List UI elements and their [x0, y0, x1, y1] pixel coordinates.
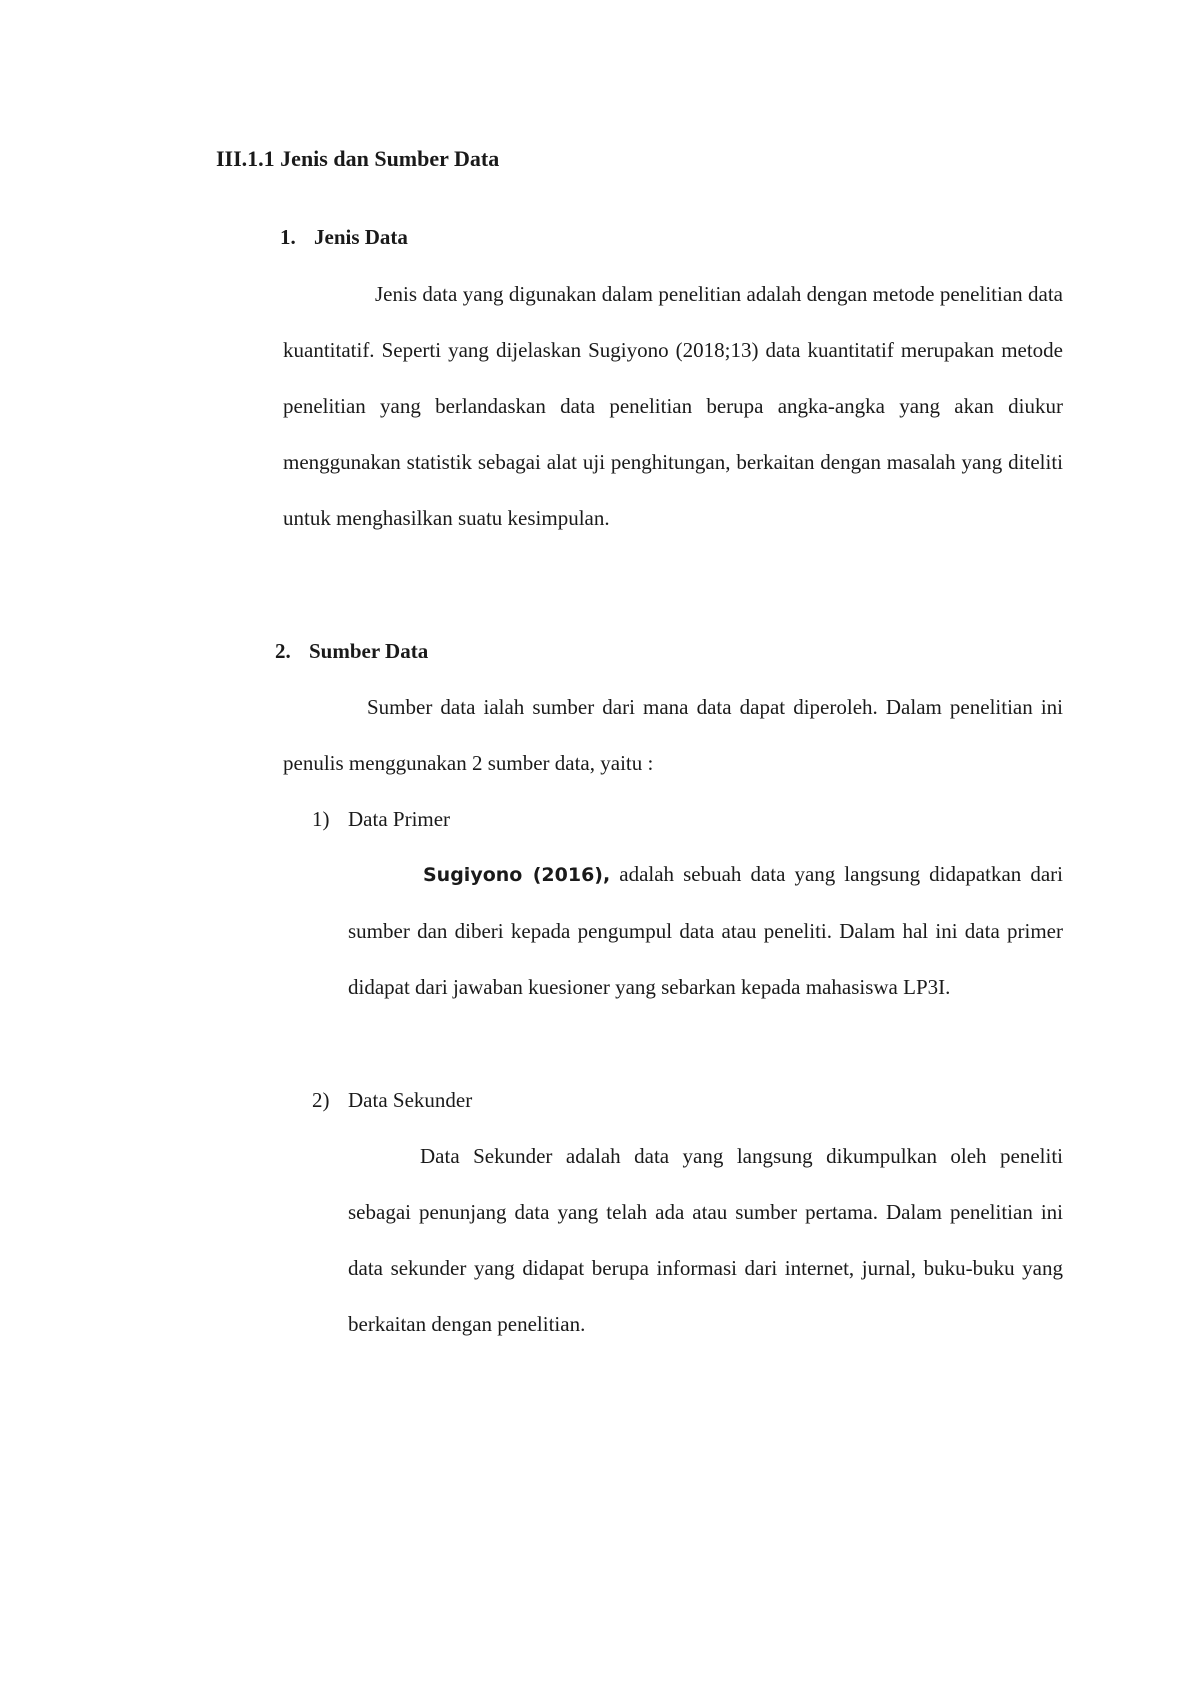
section-1-heading-text: Jenis Data [314, 225, 408, 249]
item-1-citation: Sugiyono (2016), [423, 864, 611, 886]
section-2-paragraph: Sumber data ialah sumber dari mana data dapat diperoleh. Dalam penelitian ini penulis menggunakan 2 sumber data, yaitu : [283, 695, 1063, 775]
item-1-label [312, 804, 450, 834]
section-title: III.1.1 Jenis dan Sumber Data [216, 146, 500, 171]
section-1-heading [280, 222, 408, 252]
item-2-number: 2) [312, 1088, 330, 1112]
section-2-heading-text: Sumber Data [309, 639, 429, 663]
section-2-number: 2. [275, 639, 291, 663]
section-1-number: 1. [280, 225, 296, 249]
item-1-label-text: Data Primer [348, 807, 451, 831]
item-1-paragraph [348, 846, 1063, 1015]
item-2-label [312, 1085, 472, 1115]
item-2-label-text: Data Sekunder [348, 1088, 473, 1112]
section-1-paragraph: Jenis data yang digunakan dalam penelitian adalah dengan metode penelitian data kuantitatif. Seperti yang dijelaskan Sugiyono (2018;13) data kuantitatif merupakan metode penelitian yang berlandaskan data penelitian berupa angka-angka yang akan diukur menggunakan statistik sebagai alat uji penghitungan, berkaitan dengan masalah yang diteliti untuk menghasilkan suatu kesimpulan. [283, 282, 1063, 530]
section-2-heading [275, 636, 428, 666]
item-1-paragraph-text: adalah sebuah data yang langsung didapatkan dari sumber dan diberi kepada pengumpul data atau peneliti. Dalam hal ini data primer didapat dari jawaban kuesioner yang sebarkan kepada mahasiswa LP3I. [348, 862, 1063, 999]
item-1-number: 1) [312, 807, 330, 831]
item-2-paragraph: Data Sekunder adalah data yang langsung dikumpulkan oleh peneliti sebagai penunjang data yang telah ada atau sumber pertama. Dalam penelitian ini data sekunder yang didapat berupa informasi dari internet, jurnal, buku-buku yang berkaitan dengan penelitian. [348, 1144, 1063, 1336]
